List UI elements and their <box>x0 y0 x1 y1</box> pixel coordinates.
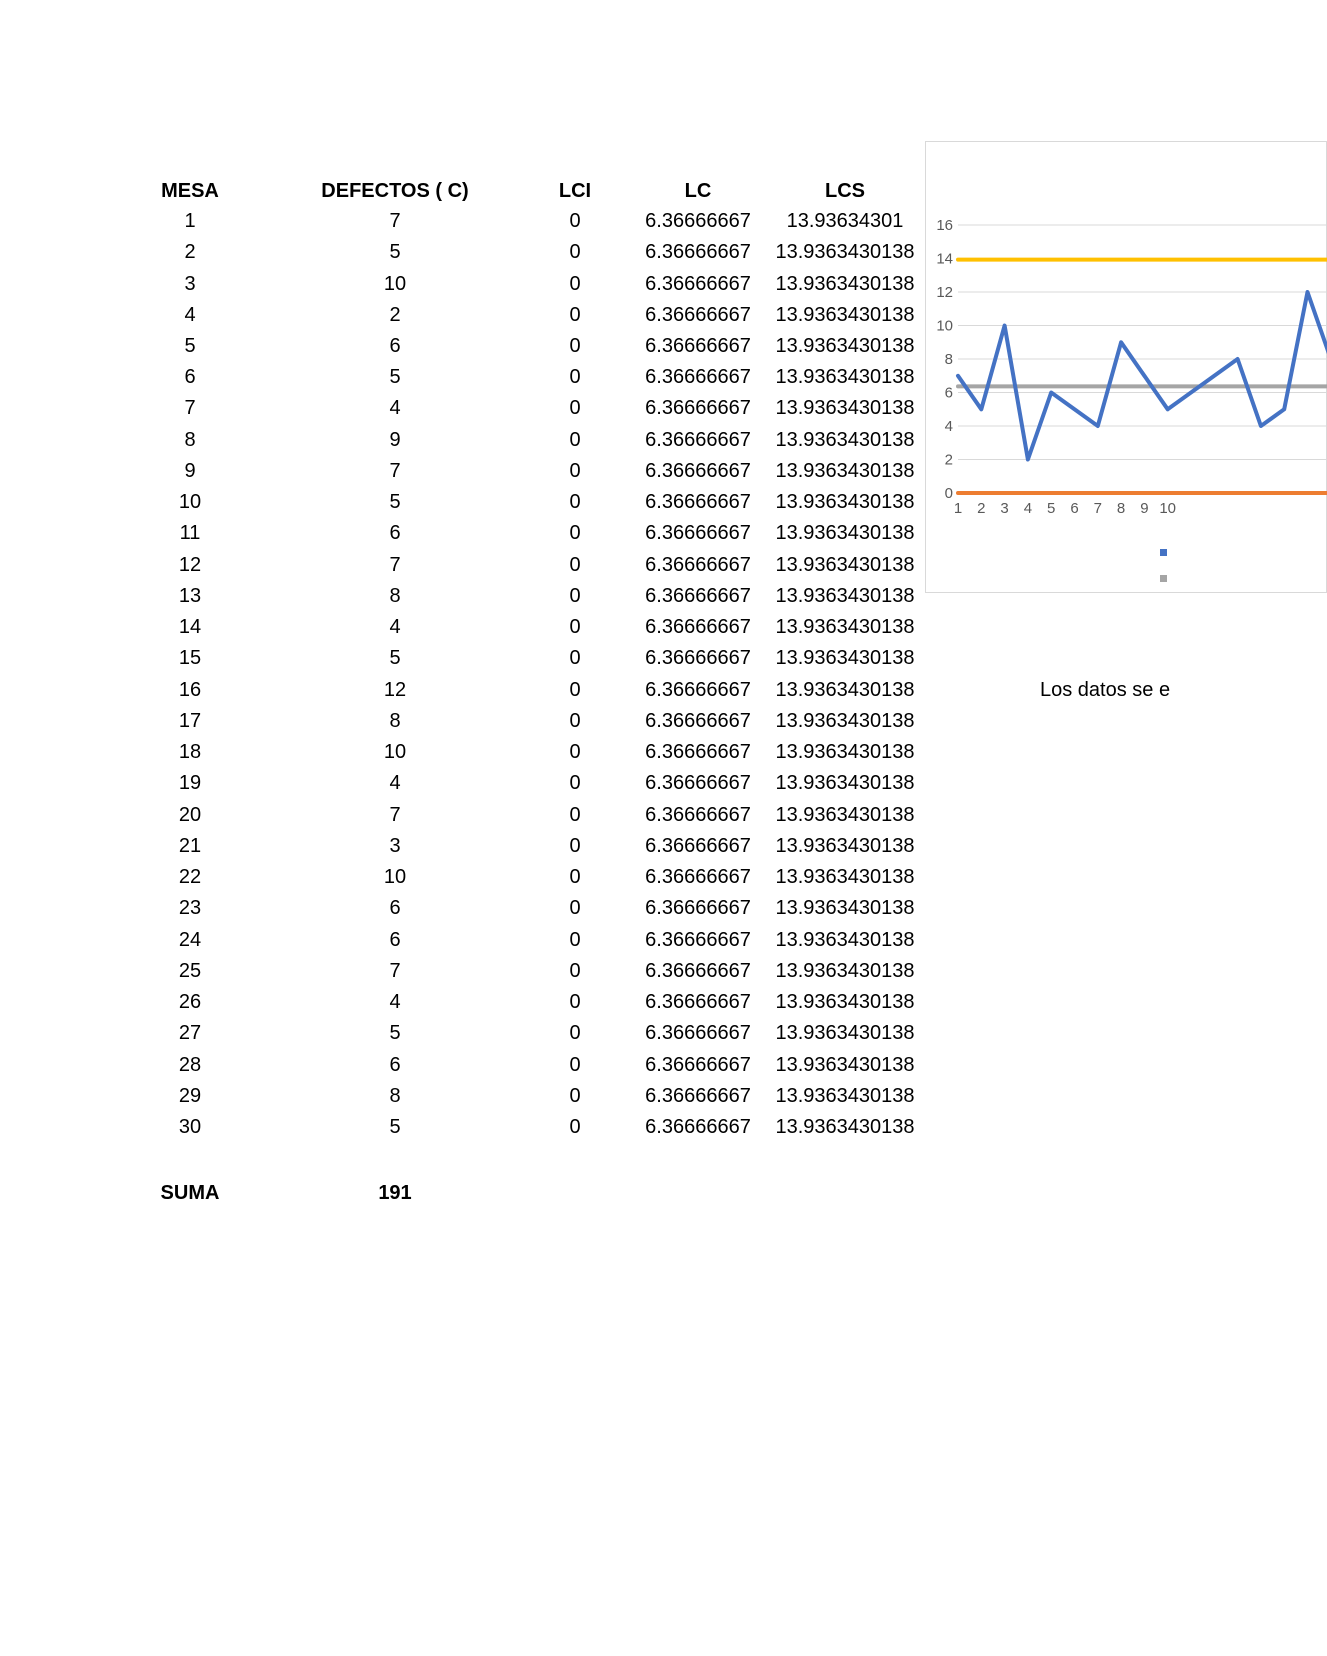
lci-cell: 0 <box>569 709 581 732</box>
lci-cell: 0 <box>569 491 581 514</box>
defectos-cell: 7 <box>389 553 401 576</box>
lc-cell: 6.36666667 <box>645 1053 751 1076</box>
y-tick-label: 4 <box>944 418 953 435</box>
lc-cell: 6.36666667 <box>645 397 751 420</box>
mesa-cell: 18 <box>178 741 202 764</box>
lci-cell: 0 <box>569 616 581 639</box>
lci-cell: 0 <box>569 210 581 232</box>
defectos-cell: 7 <box>389 210 401 232</box>
lcs-cell: 13.9363430138 <box>775 459 915 482</box>
lcs-cell: 13.9363430138 <box>775 991 915 1013</box>
lc-cell: 6.36666667 <box>645 335 751 357</box>
lc-cell: 6.36666667 <box>645 741 751 764</box>
lc-cell: 6.36666667 <box>645 866 751 888</box>
mesa-cell: 17 <box>178 709 202 732</box>
lc-cell: 6.36666667 <box>645 1022 751 1045</box>
lci-cell: 0 <box>569 928 581 951</box>
defectos-cell: 7 <box>389 803 401 826</box>
legend-marker-lc <box>1160 575 1167 582</box>
mesa-cell: 16 <box>178 678 202 701</box>
lci-cell: 0 <box>569 522 581 545</box>
lcs-cell: 13.9363430138 <box>775 834 915 857</box>
lcs-cell: 13.9363430138 <box>775 741 915 764</box>
defectos-cell: 6 <box>389 928 401 951</box>
lci-cell: 0 <box>569 397 581 420</box>
lci-cell: 0 <box>569 335 581 357</box>
lcs-cell: 13.9363430138 <box>775 616 915 639</box>
x-tick-label: 5 <box>1047 500 1056 517</box>
mesa-cell: 28 <box>178 1053 202 1076</box>
lcs-cell: 13.9363430138 <box>775 272 915 295</box>
lcs-cell: 13.9363430138 <box>775 928 915 951</box>
mesa-cell: 12 <box>178 553 202 576</box>
lci-cell: 0 <box>569 741 581 764</box>
lci-cell: 0 <box>569 772 581 795</box>
mesa-cell: 22 <box>178 866 202 888</box>
lci-cell: 0 <box>569 428 581 451</box>
mesa-cell: 13 <box>178 584 202 607</box>
lci-cell: 0 <box>569 959 581 982</box>
lci-cell: 0 <box>569 459 581 482</box>
lci-cell: 0 <box>569 1022 581 1045</box>
lcs-cell: 13.9363430138 <box>775 647 915 670</box>
defectos-cell: 6 <box>389 1053 401 1076</box>
defectos-cell: 8 <box>389 709 401 732</box>
defectos-cell: 8 <box>389 584 401 607</box>
lci-cell: 0 <box>569 1053 581 1076</box>
lci-cell: 0 <box>569 272 581 295</box>
header-lci: LCI <box>558 180 592 202</box>
defectos-cell: 10 <box>383 741 407 764</box>
mesa-cell: 9 <box>184 459 196 482</box>
x-tick-label: 2 <box>977 500 986 517</box>
defectos-cell: 6 <box>389 897 401 920</box>
mesa-cell: 5 <box>184 335 196 357</box>
lci-cell: 0 <box>569 241 581 264</box>
lcs-cell: 13.9363430138 <box>775 1053 915 1076</box>
defectos-cell: 10 <box>383 272 407 295</box>
mesa-cell: 6 <box>184 366 196 389</box>
lcs-cell: 13.9363430138 <box>775 1022 915 1045</box>
lcs-cell: 13.9363430138 <box>775 1116 915 1138</box>
mesa-cell: 10 <box>178 491 202 514</box>
defectos-cell: 7 <box>389 459 401 482</box>
lci-cell: 0 <box>569 866 581 888</box>
lc-cell: 6.36666667 <box>645 959 751 982</box>
lc-cell: 6.36666667 <box>645 428 751 451</box>
mesa-cell: 21 <box>178 834 202 857</box>
lc-cell: 6.36666667 <box>645 897 751 920</box>
sum-label: SUMA <box>160 1182 220 1204</box>
header-lcs: LCS <box>825 180 865 202</box>
lcs-cell: 13.9363430138 <box>775 584 915 607</box>
lcs-cell: 13.9363430138 <box>775 803 915 826</box>
mesa-cell: 3 <box>184 272 196 295</box>
note-text: Los datos se e <box>1040 679 1171 701</box>
lci-cell: 0 <box>569 897 581 920</box>
chart-frame <box>925 141 1327 593</box>
y-tick-label: 0 <box>944 485 953 502</box>
lcs-cell: 13.9363430138 <box>775 241 915 264</box>
sum-value: 191 <box>378 1182 412 1204</box>
mesa-cell: 1 <box>184 210 196 232</box>
defectos-cell: 5 <box>389 647 401 670</box>
lc-cell: 6.36666667 <box>645 303 751 326</box>
lci-cell: 0 <box>569 584 581 607</box>
mesa-cell: 29 <box>178 1084 202 1107</box>
defectos-cell: 5 <box>389 1116 401 1138</box>
defectos-cell: 4 <box>389 772 401 795</box>
defectos-cell: 4 <box>389 397 401 420</box>
mesa-cell: 30 <box>178 1116 202 1138</box>
control-chart[interactable] <box>925 141 1177 595</box>
lc-cell: 6.36666667 <box>645 772 751 795</box>
y-tick-label: 16 <box>936 217 953 234</box>
lcs-cell: 13.9363430138 <box>775 428 915 451</box>
lcs-cell: 13.93634301 <box>786 210 904 232</box>
x-tick-label: 3 <box>1000 500 1009 517</box>
lc-cell: 6.36666667 <box>645 459 751 482</box>
lcs-cell: 13.9363430138 <box>775 303 915 326</box>
lci-cell: 0 <box>569 991 581 1013</box>
lc-cell: 6.36666667 <box>645 210 751 232</box>
lc-cell: 6.36666667 <box>645 241 751 264</box>
lcs-cell: 13.9363430138 <box>775 397 915 420</box>
lcs-cell: 13.9363430138 <box>775 491 915 514</box>
lcs-cell: 13.9363430138 <box>775 335 915 357</box>
defectos-cell: 5 <box>389 241 401 264</box>
lc-cell: 6.36666667 <box>645 991 751 1013</box>
defectos-cell: 4 <box>389 616 401 639</box>
mesa-cell: 8 <box>184 428 196 451</box>
lc-cell: 6.36666667 <box>645 678 751 701</box>
defectos-cell: 6 <box>389 522 401 545</box>
series-line-defectos <box>958 292 1327 460</box>
lcs-cell: 13.9363430138 <box>775 959 915 982</box>
note-clip <box>1040 678 1169 708</box>
mesa-cell: 25 <box>178 959 202 982</box>
lcs-cell: 13.9363430138 <box>775 772 915 795</box>
mesa-cell: 2 <box>184 241 196 264</box>
lc-cell: 6.36666667 <box>645 803 751 826</box>
defectos-cell: 10 <box>383 866 407 888</box>
defectos-cell: 5 <box>389 491 401 514</box>
mesa-cell: 7 <box>184 397 196 420</box>
lc-cell: 6.36666667 <box>645 1116 751 1138</box>
lc-cell: 6.36666667 <box>645 522 751 545</box>
lcs-cell: 13.9363430138 <box>775 709 915 732</box>
lcs-cell: 13.9363430138 <box>775 866 915 888</box>
defectos-cell: 4 <box>389 991 401 1013</box>
defectos-cell: 6 <box>389 335 401 357</box>
lc-cell: 6.36666667 <box>645 1084 751 1107</box>
mesa-cell: 20 <box>178 803 202 826</box>
lci-cell: 0 <box>569 366 581 389</box>
defectos-cell: 8 <box>389 1084 401 1107</box>
lc-cell: 6.36666667 <box>645 647 751 670</box>
lc-cell: 6.36666667 <box>645 272 751 295</box>
lcs-cell: 13.9363430138 <box>775 1084 915 1107</box>
chart-svg <box>926 142 1326 592</box>
lc-cell: 6.36666667 <box>645 928 751 951</box>
header-lc: LC <box>684 180 712 202</box>
lci-cell: 0 <box>569 647 581 670</box>
mesa-cell: 4 <box>184 303 196 326</box>
lcs-cell: 13.9363430138 <box>775 522 915 545</box>
x-tick-label: 10 <box>1159 500 1177 517</box>
x-tick-label: 4 <box>1023 500 1033 517</box>
lci-cell: 0 <box>569 303 581 326</box>
lci-cell: 0 <box>569 1084 581 1107</box>
lc-cell: 6.36666667 <box>645 491 751 514</box>
mesa-cell: 27 <box>178 1022 202 1045</box>
y-tick-label: 12 <box>936 284 953 301</box>
lc-cell: 6.36666667 <box>645 616 751 639</box>
lci-cell: 0 <box>569 834 581 857</box>
defectos-cell: 5 <box>389 366 401 389</box>
defectos-cell: 3 <box>389 834 401 857</box>
y-tick-label: 6 <box>944 384 953 402</box>
y-tick-label: 10 <box>936 317 953 335</box>
header-mesa: MESA <box>161 180 219 202</box>
mesa-cell: 15 <box>178 647 202 670</box>
y-tick-label: 14 <box>936 250 953 268</box>
mesa-cell: 24 <box>178 928 202 951</box>
lc-cell: 6.36666667 <box>645 584 751 607</box>
lci-cell: 0 <box>569 803 581 826</box>
y-tick-label: 8 <box>944 351 953 368</box>
mesa-cell: 14 <box>178 616 202 639</box>
lcs-cell: 13.9363430138 <box>775 678 915 701</box>
defectos-cell: 2 <box>389 303 401 326</box>
defectos-cell: 9 <box>389 428 401 451</box>
mesa-cell: 19 <box>178 772 202 795</box>
x-tick-label: 9 <box>1140 500 1149 517</box>
y-tick-label: 2 <box>944 451 953 469</box>
header-defectos: DEFECTOS ( C) <box>321 180 469 202</box>
lc-cell: 6.36666667 <box>645 834 751 857</box>
lc-cell: 6.36666667 <box>645 366 751 389</box>
lc-cell: 6.36666667 <box>645 709 751 732</box>
lc-cell: 6.36666667 <box>645 553 751 576</box>
mesa-cell: 11 <box>179 522 201 545</box>
x-tick-label: 8 <box>1116 500 1126 517</box>
lci-cell: 0 <box>569 678 581 701</box>
defectos-cell: 5 <box>389 1022 401 1045</box>
x-tick-label: 1 <box>953 500 963 517</box>
mesa-cell: 23 <box>178 897 202 920</box>
lcs-cell: 13.9363430138 <box>775 553 915 576</box>
mesa-cell: 26 <box>178 991 202 1013</box>
lcs-cell: 13.9363430138 <box>775 366 915 389</box>
legend-marker-defectos <box>1160 549 1167 556</box>
lci-cell: 0 <box>569 1116 581 1138</box>
defectos-cell: 7 <box>389 959 401 982</box>
x-tick-label: 6 <box>1070 500 1079 517</box>
defectos-cell: 12 <box>383 678 407 701</box>
x-tick-label: 7 <box>1093 500 1102 517</box>
lci-cell: 0 <box>569 553 581 576</box>
lcs-cell: 13.9363430138 <box>775 897 915 920</box>
